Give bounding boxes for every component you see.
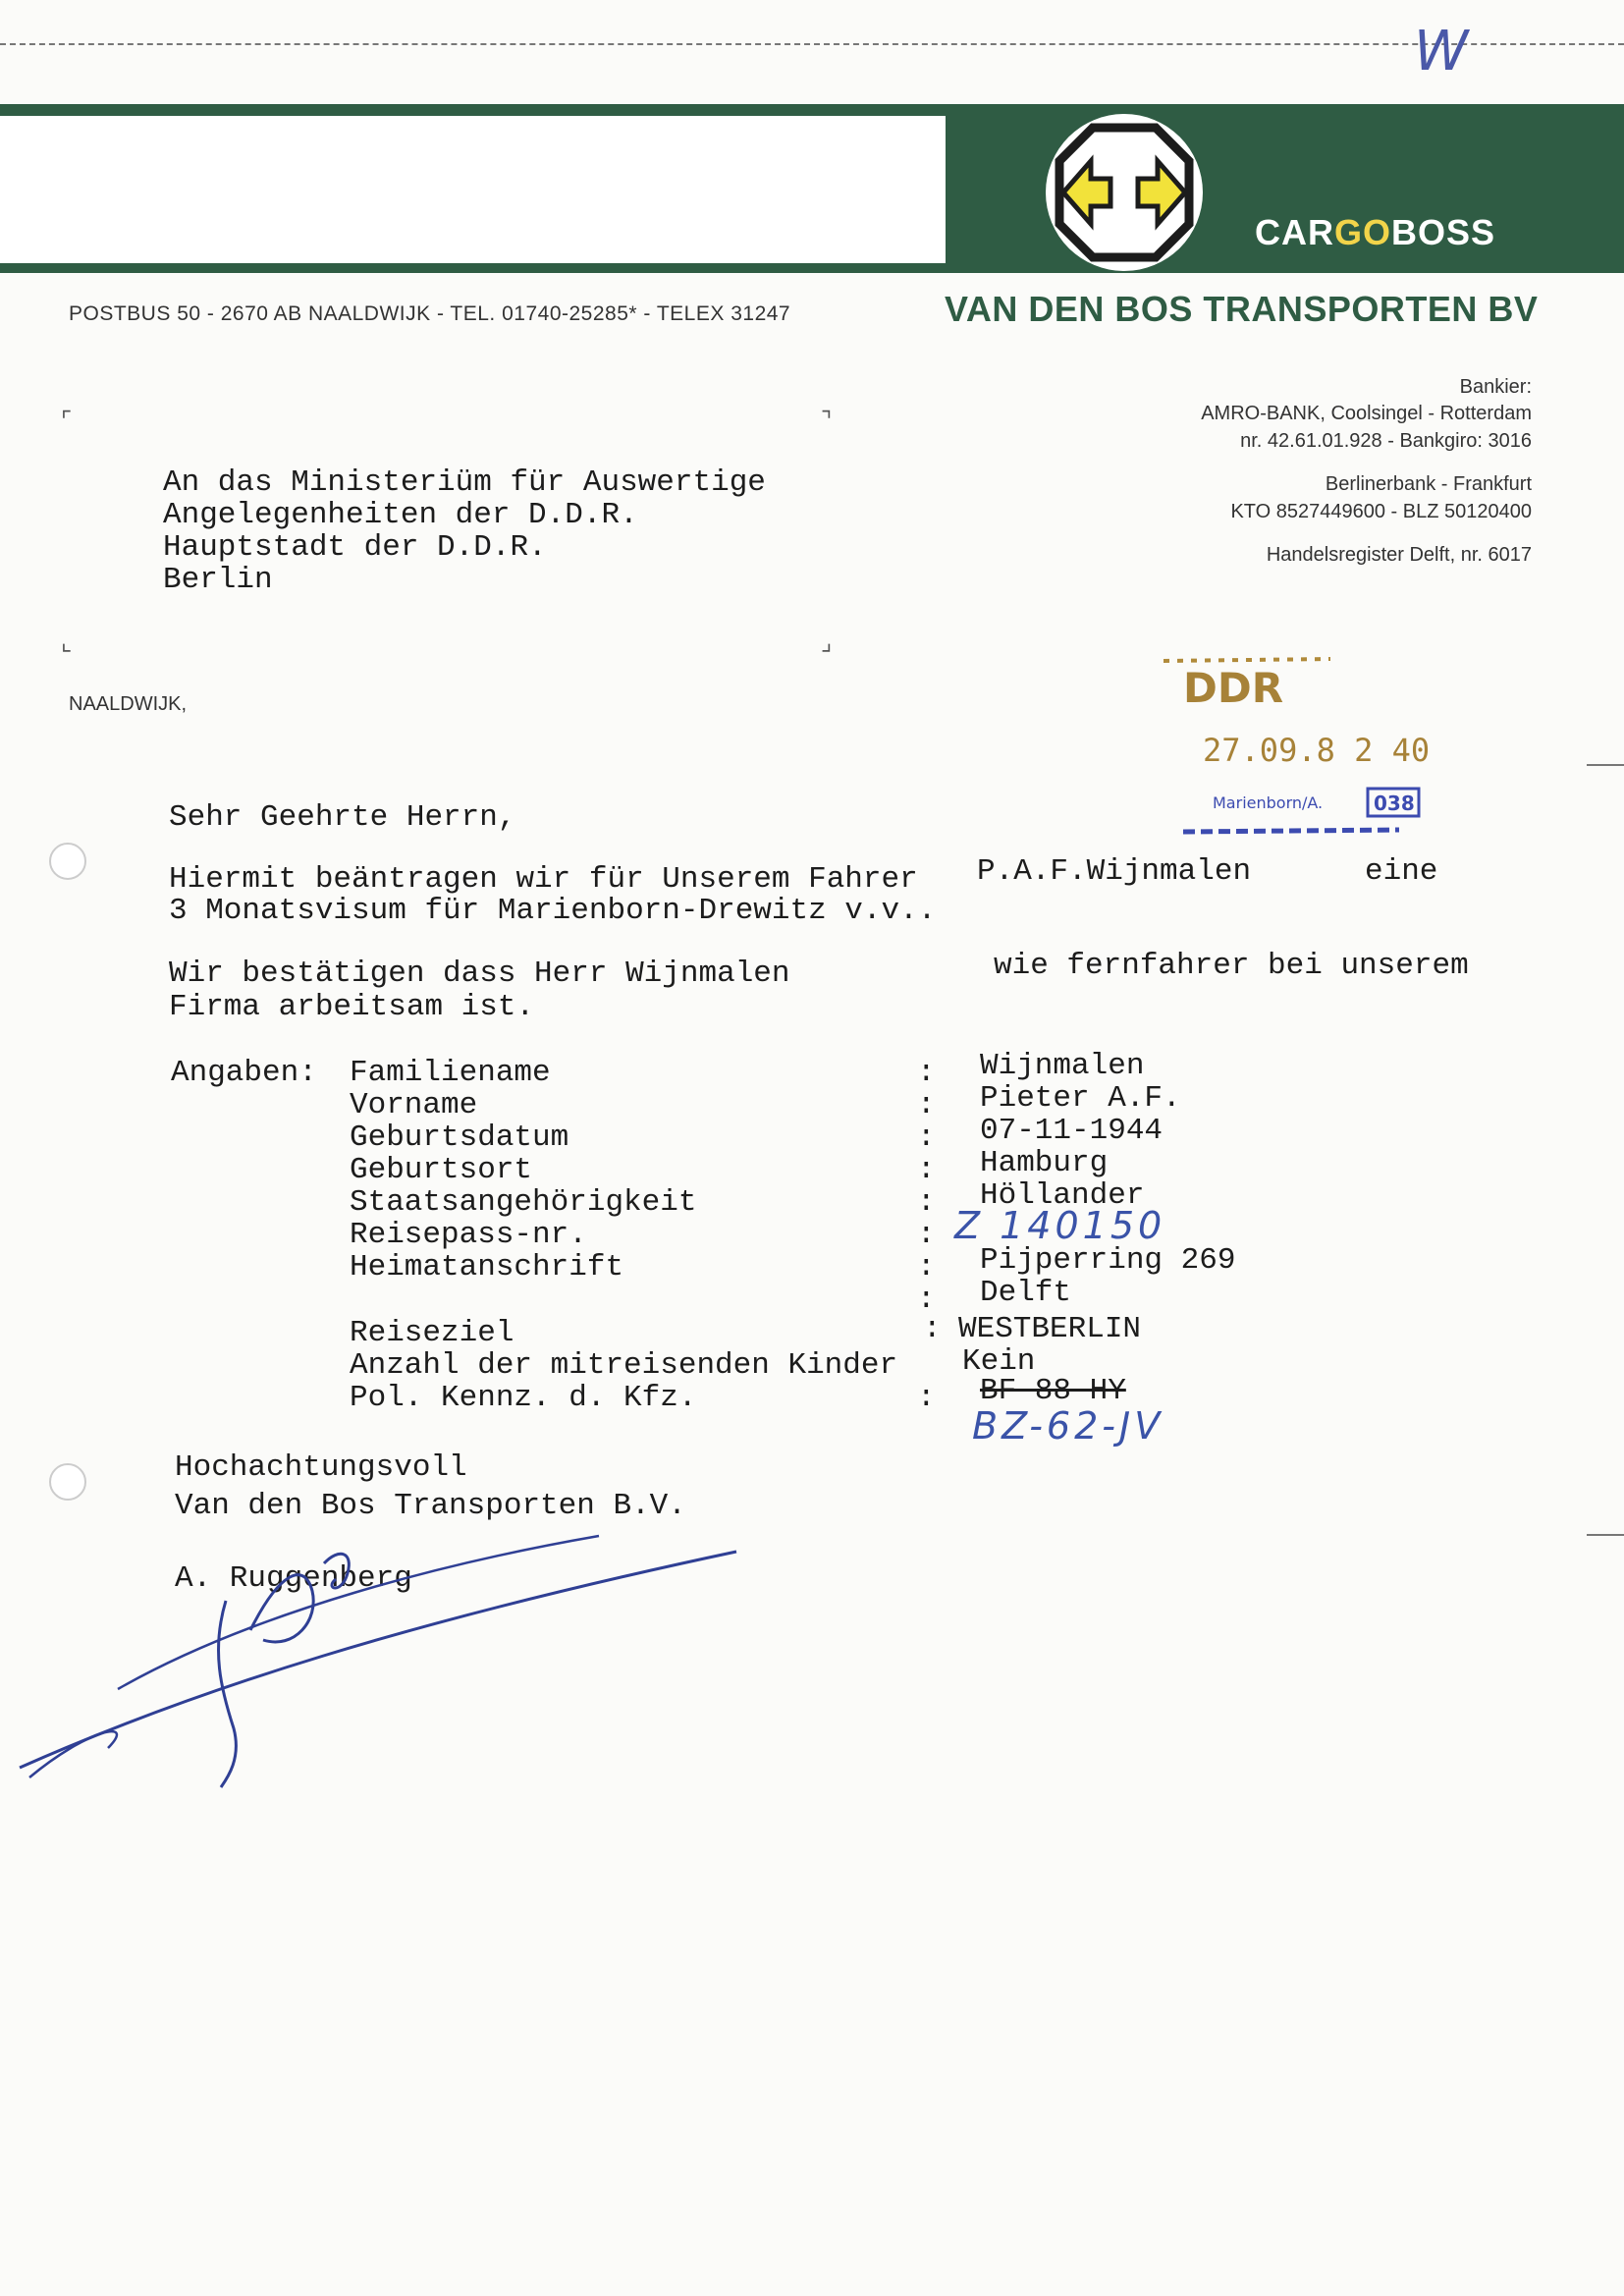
address-line3: Hauptstadt der D.D.R. — [163, 530, 547, 565]
stamp-number: 038 — [1374, 792, 1415, 815]
details-label: Angaben: — [171, 1056, 317, 1090]
detail-colon: : — [917, 1121, 936, 1155]
detail-label-heimatanschrift: Heimatanschrift — [350, 1250, 624, 1285]
paragraph1-line1-start: Hiermit beäntragen wir für Unserem Fahrer — [169, 862, 918, 897]
corner-mark-top-left: ⌜ — [61, 408, 73, 434]
detail-value-city: Delft — [980, 1276, 1072, 1310]
margin-note: W — [1414, 20, 1469, 83]
detail-label-kennzeichen: Pol. Kennz. d. Kfz. — [350, 1381, 697, 1415]
brand-highlight: GO — [1334, 212, 1392, 252]
paragraph2-line1-start: Wir bestätigen dass Herr Wijnmalen — [169, 957, 790, 991]
detail-colon: : — [917, 1088, 936, 1122]
detail-value-reisepass: Z 140150 — [954, 1204, 1166, 1247]
driver-name: P.A.F.Wijnmalen — [977, 854, 1252, 889]
address-line1: An das Ministeriüm für Auswertige — [163, 465, 766, 500]
detail-label-reisepass: Reisepass-nr. — [350, 1218, 587, 1252]
paragraph2-line1-end: wie fernfahrer bei unserem — [994, 949, 1469, 983]
detail-colon: : — [917, 1218, 936, 1252]
corner-mark-bottom-right: ⌟ — [821, 629, 833, 656]
detail-colon: : — [917, 1381, 936, 1415]
detail-value-vorname: Pieter A.F. — [980, 1081, 1181, 1116]
brand-wordmark — [1255, 212, 1495, 253]
detail-label-staatsangehoerigkeit: Staatsangehörigkeit — [350, 1185, 697, 1220]
detail-value-geburtsdatum: 07-11-1944 — [980, 1114, 1164, 1148]
detail-colon: : — [917, 1250, 936, 1285]
top-dashed-line — [0, 43, 1624, 45]
signatory: A. Ruggenberg — [175, 1561, 412, 1596]
brand-prefix: CAR — [1255, 212, 1334, 252]
detail-label-familiename: Familiename — [350, 1056, 551, 1090]
detail-value-staatsangehoerigkeit: Höllander — [980, 1178, 1145, 1213]
place-line: NAALDWIJK, — [69, 693, 188, 715]
detail-value-reiseziel: WESTBERLIN — [958, 1312, 1142, 1346]
punch-hole — [49, 1463, 86, 1501]
paragraph1-line1-end: eine — [1365, 854, 1438, 889]
bank2-line2: KTO 8527449600 - BLZ 50120400 — [1230, 501, 1532, 522]
cargoboss-logo-icon — [1046, 114, 1203, 271]
closing: Hochachtungsvoll — [175, 1450, 467, 1485]
detail-label-vorname: Vorname — [350, 1088, 478, 1122]
detail-colon: : — [917, 1283, 936, 1317]
postal-line: POSTBUS 50 - 2670 AB NAALDWIJK - TEL. 01740-25285* - TELEX 31247 — [69, 302, 791, 325]
corner-mark-top-right: ⌝ — [821, 408, 833, 434]
detail-label-reiseziel: Reiseziel — [350, 1316, 514, 1350]
detail-colon: : — [917, 1185, 936, 1220]
corner-mark-bottom-left: ⌞ — [61, 629, 73, 656]
detail-value-heimatanschrift: Pijperring 269 — [980, 1243, 1236, 1278]
brand-suffix: BOSS — [1391, 212, 1496, 252]
company-name: VAN DEN BOS TRANSPORTEN BV — [945, 289, 1539, 329]
detail-value-kennzeichen-struck: BF-88-HY — [980, 1374, 1126, 1408]
detail-colon: : — [923, 1312, 942, 1346]
stamp-country: DDR — [1183, 664, 1284, 712]
fold-mark — [1587, 764, 1624, 766]
detail-value-kinder: Kein — [962, 1344, 1036, 1379]
detail-label-geburtsort: Geburtsort — [350, 1153, 533, 1187]
detail-label-kinder: Anzahl der mitreisenden Kinder — [350, 1348, 898, 1383]
bank2-line1: Berlinerbank - Frankfurt — [1325, 473, 1532, 495]
detail-colon: : — [917, 1153, 936, 1187]
paragraph2-line2: Firma arbeitsam ist. — [169, 990, 535, 1024]
letterhead-blank-panel — [0, 116, 946, 263]
detail-label-geburtsdatum: Geburtsdatum — [350, 1121, 569, 1155]
detail-value-geburtsort: Hamburg — [980, 1146, 1109, 1180]
stamp-date: 27.09.8 2 40 — [1203, 732, 1431, 769]
bank1-line1: AMRO-BANK, Coolsingel - Rotterdam — [1201, 403, 1532, 424]
salutation: Sehr Geehrte Herrn, — [169, 800, 516, 835]
bank1-line2: nr. 42.61.01.928 - Bankgiro: 3016 — [1240, 430, 1532, 452]
detail-value-familiename: Wijnmalen — [980, 1049, 1145, 1083]
detail-colon: : — [917, 1056, 936, 1090]
company-closing: Van den Bos Transporten B.V. — [175, 1489, 686, 1523]
stamp-location: Marienborn/A. — [1213, 793, 1324, 812]
plate-correction: BZ-62-JV — [972, 1404, 1164, 1448]
fold-mark — [1587, 1534, 1624, 1536]
punch-hole — [49, 843, 86, 880]
address-line2: Angelegenheiten der D.D.R. — [163, 498, 638, 532]
paragraph1-line2: 3 Monatsvisum für Marienborn-Drewitz v.v.. — [169, 894, 937, 928]
signature-scribble — [0, 1493, 785, 1836]
border-stamp — [1154, 653, 1448, 849]
register-line: Handelsregister Delft, nr. 6017 — [1266, 544, 1532, 566]
bank-label: Bankier: — [1459, 376, 1532, 398]
address-line4: Berlin — [163, 563, 273, 597]
